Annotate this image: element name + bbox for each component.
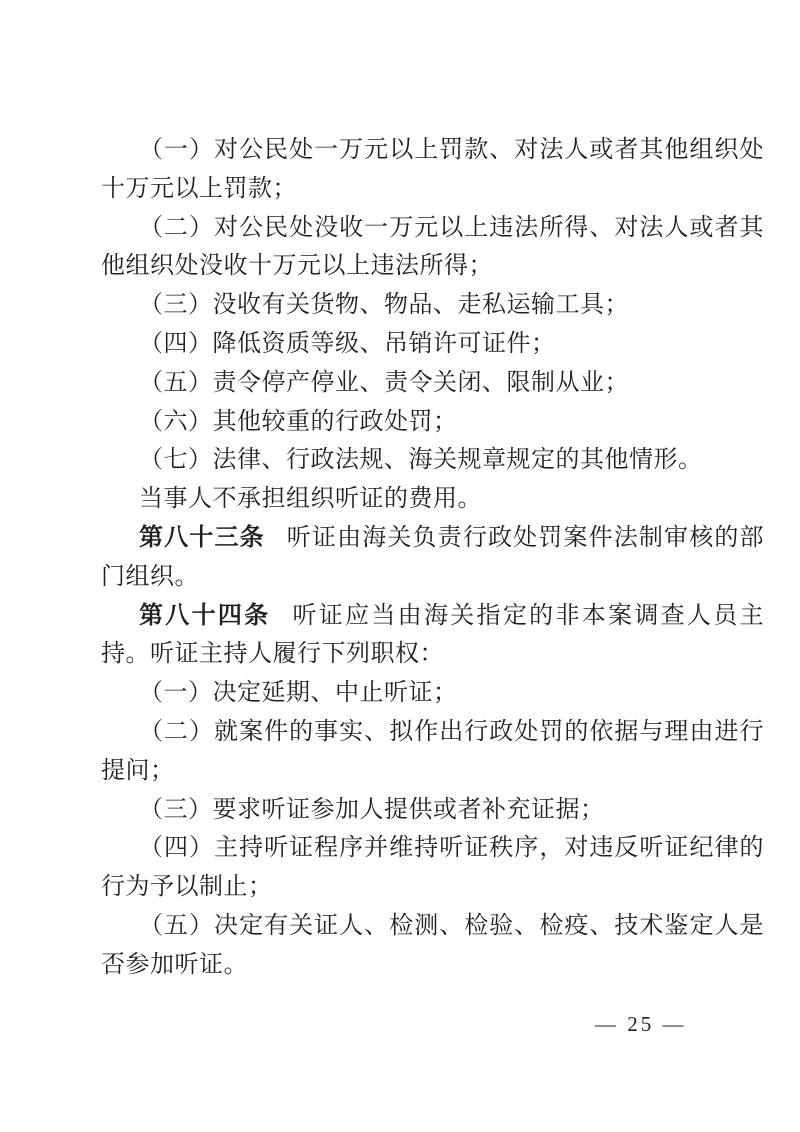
article-83-paragraph [101,519,764,597]
article-84-text: 听证应当由海关指定的非本案调查人员主持。听证主持人履行下列职权： [101,602,765,668]
clause-item-7: （七）法律、行政法规、海关规章规定的其他情形。 [139,447,703,474]
article-83-number: 第八十三条 [139,524,265,551]
page-number: — 25 — [595,1012,687,1036]
page-body [101,131,764,985]
clause-item-1: （一）对公民处一万元以上罚款、对法人或者其他组织处十万元以上罚款； [101,137,764,202]
clause-item-2: （二）对公民处没收一万元以上违法所得、对法人或者其他组织处没收十万元以上违法所得； [101,214,764,280]
clause-item-6: （六）其他较重的行政处罚； [139,408,458,435]
article-84-number: 第八十四条 [139,602,271,629]
clause-item-3: （三）没收有关货物、物品、走私运输工具； [139,292,629,319]
fee-statement: 当事人不承担组织听证的费用。 [139,486,482,513]
clause-item-4: （四）降低资质等级、吊销许可证件； [139,330,556,357]
duty-item-1: （一）决定延期、中止听证； [139,680,458,707]
duty-item-5: （五）决定有关证人、检测、检验、检疫、技术鉴定人是否参加听证。 [101,912,764,978]
article-84-paragraph [101,597,764,675]
article-83-text: 听证由海关负责行政处罚案件法制审核的部门组织。 [101,524,765,590]
duty-item-3: （三）要求听证参加人提供或者补充证据； [139,796,605,823]
duty-item-2: （二）就案件的事实、拟作出行政处罚的依据与理由进行提问； [101,718,764,784]
duty-item-4: （四）主持听证程序并维持听证秩序，对违反听证纪律的行为予以制止； [101,835,764,901]
clause-item-5: （五）责令停产停业、责令关闭、限制从业； [139,369,629,396]
